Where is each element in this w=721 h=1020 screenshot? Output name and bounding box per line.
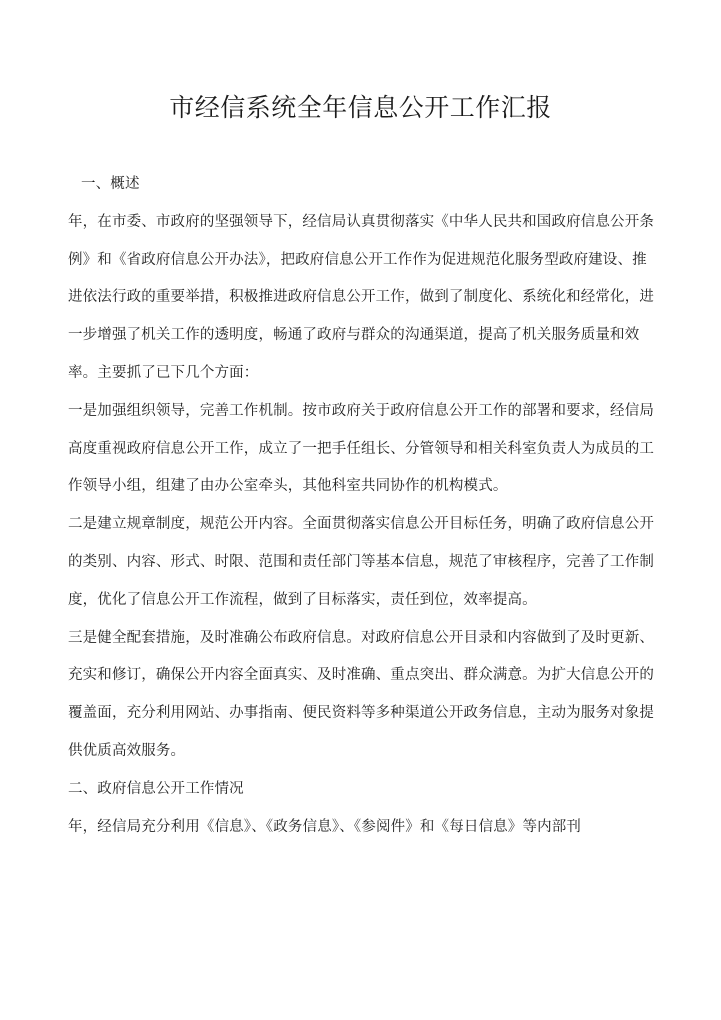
paragraph: 三是健全配套措施，及时准确公布政府信息。对政府信息公开目录和内容做到了及时更新、充实和修订，确保公开内容全面真实、及时准确、重点突出、群众满意。为扩大信息公开的覆盖面，充分利用网站、办事指南、便民资料等多种渠道公开政务信息，主动为服务对象提供优质高效服务。 [68,629,654,759]
paragraph: 二是建立规章制度，规范公开内容。全面贯彻落实信息公开目标任务，明确了政府信息公开的类别、内容、形式、时限、范围和责任部门等基本信息，规范了审核程序，完善了工作制度，优化了信息公开工作流程，做到了目标落实，责任到位，效率提高。 [68,516,654,608]
paragraph: 年，在市委、市政府的坚强领导下，经信局认真贯彻落实《中华人民共和国政府信息公开条例》和《省政府信息公开办法》，把政府信息公开工作作为促进规范化服务型政府建设、推进依法行政的重要举措，积极推进政府信息公开工作，做到了制度化、系统化和经常化，进一步增强了机关工作的透明度，畅通了政府与群众的沟通渠道，提高了机关服务质量和效率。主要抓了已下几个方面： [68,213,654,381]
section-heading-2: 二、政府信息公开工作情况 [68,780,244,797]
paragraph: 年，经信局充分利用《信息》、《政务信息》、《参阅件》和《每日信息》等内部刊 [68,818,582,835]
document-body [68,166,658,846]
section-heading-1: 一、概述 [81,176,140,192]
paragraph: 一是加强组织领导，完善工作机制。按市政府关于政府信息公开工作的部署和要求，经信局高度重视政府信息公开工作，成立了一把手任组长、分管领导和相关科室负责人为成员的工作领导小组，组建了由办公室牵头，其他科室共同协作的机构模式。 [68,402,654,495]
page-title: 市经信系统全年信息公开工作汇报 [169,95,552,122]
